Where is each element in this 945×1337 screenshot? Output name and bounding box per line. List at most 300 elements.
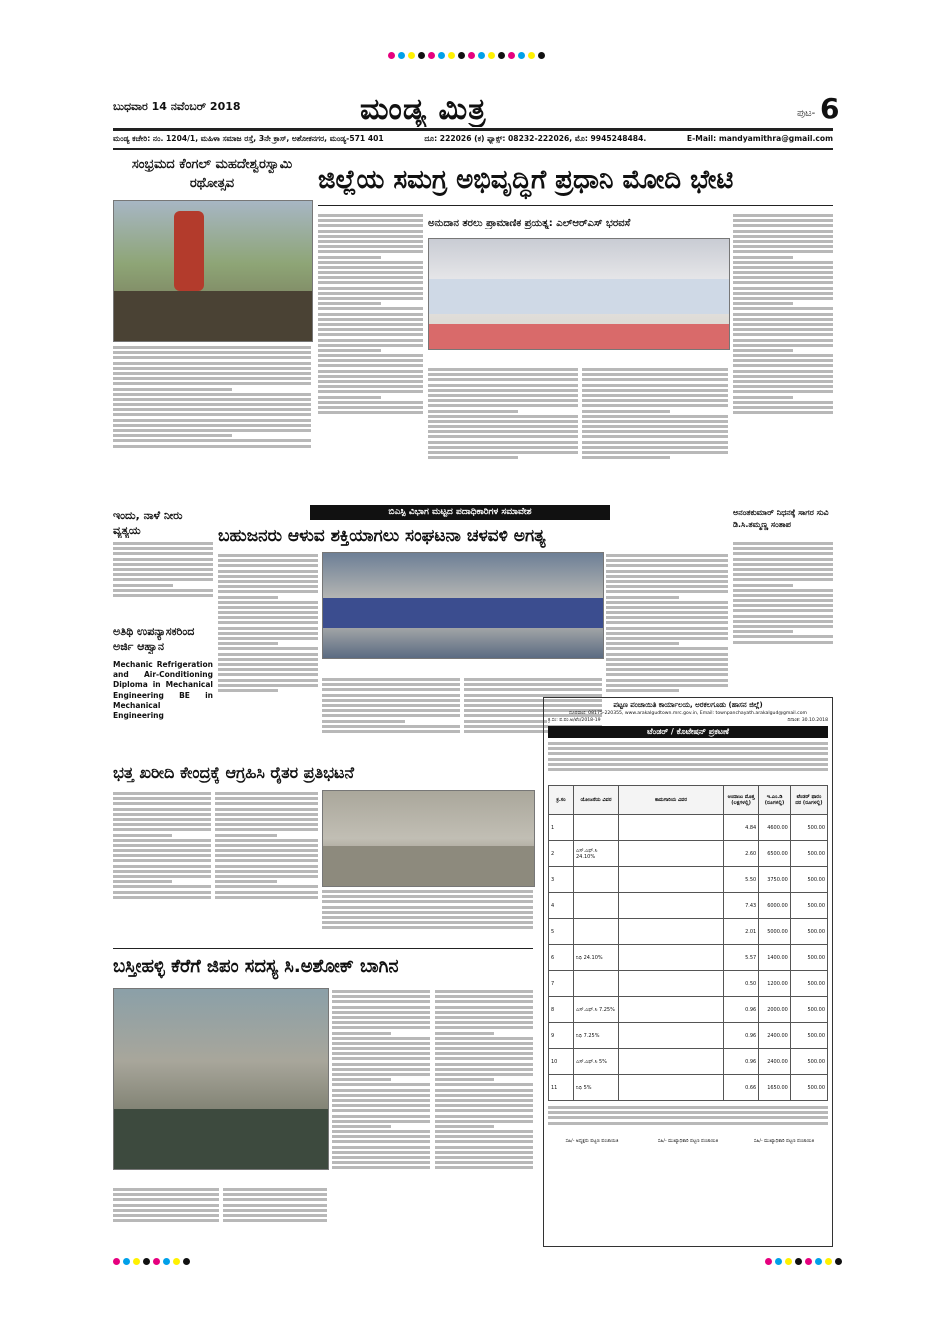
text-line — [318, 385, 423, 388]
masthead-rule-1 — [113, 128, 833, 131]
text-line — [113, 839, 211, 842]
page-number: 6 — [820, 92, 840, 125]
text-line — [332, 1037, 430, 1040]
text-line — [113, 552, 213, 555]
page-label: ಪುಟ- — [797, 108, 816, 119]
text-line — [318, 230, 423, 233]
table-cell: 1 — [549, 815, 574, 841]
guest-headline: ಅತಿಥಿ ಉಪನ್ಯಾಸಕರಿಂದ ಅರ್ಜಿ ಆಹ್ವಾನ — [113, 625, 195, 653]
office-email: E-Mail: mandyamithra@gmail.com — [686, 134, 833, 143]
text-line — [606, 616, 728, 619]
text-line — [332, 1047, 430, 1050]
text-line — [548, 758, 828, 761]
text-line — [113, 563, 213, 566]
table-cell — [619, 893, 724, 919]
text-line — [223, 1214, 327, 1217]
table-cell — [574, 919, 619, 945]
text-line — [582, 368, 728, 371]
text-line — [435, 1099, 533, 1102]
paddy-body-col2 — [215, 790, 318, 945]
text-line — [435, 1120, 533, 1123]
text-line — [582, 420, 728, 423]
text-line — [733, 354, 833, 357]
text-line — [435, 1032, 494, 1035]
modi-body-col2 — [428, 366, 578, 496]
text-line — [733, 589, 833, 592]
table-cell: 2000.00 — [759, 997, 791, 1023]
office-address: ಮಂಡ್ಯ ಕಚೇರಿ: ನಂ. 1204/1, ಮಹಿಳಾ ಸಮಾಜ ರಸ್ತೆ, 3ನೇ ಕ್ರಾಸ್, ಅಶೋಕನಗರ, ಮಂಡ್ಯ-571 401 — [113, 134, 384, 143]
text-line — [435, 1000, 533, 1003]
text-line — [113, 578, 213, 581]
text-line — [435, 1037, 533, 1040]
text-line — [733, 256, 793, 259]
text-line — [435, 1166, 533, 1169]
text-line — [332, 1166, 430, 1169]
text-line — [582, 394, 728, 397]
text-line — [332, 1125, 391, 1128]
text-line — [606, 601, 728, 604]
text-line — [113, 818, 211, 821]
text-line — [318, 214, 423, 217]
rathotsava-body — [113, 344, 311, 494]
text-line — [332, 1016, 430, 1019]
text-line — [435, 990, 533, 993]
text-line — [218, 590, 318, 593]
text-line — [218, 570, 318, 573]
text-line — [113, 1214, 219, 1217]
text-line — [318, 297, 423, 300]
text-line — [435, 1026, 533, 1029]
table-row — [549, 1049, 828, 1075]
table-cell: 500.00 — [790, 971, 827, 997]
text-line — [113, 573, 213, 576]
table-cell — [619, 919, 724, 945]
text-line — [318, 292, 423, 295]
table-cell: ನಿಧಿ 7.25% — [574, 1023, 619, 1049]
text-line — [733, 250, 833, 253]
table-cell: 0.96 — [724, 1049, 759, 1075]
text-line — [113, 439, 311, 442]
text-line — [113, 880, 172, 883]
text-line — [223, 1188, 327, 1191]
paddy-body-col1 — [113, 790, 211, 945]
bagina-body-col4 — [223, 1186, 327, 1243]
text-line — [218, 621, 318, 624]
text-line — [733, 558, 833, 561]
bagina-photo — [113, 988, 329, 1170]
text-line — [332, 1146, 430, 1149]
text-line — [606, 637, 728, 640]
text-line — [733, 349, 793, 352]
thathana-body — [733, 540, 833, 690]
water-body — [113, 540, 213, 620]
text-line — [218, 679, 318, 682]
table-cell: 0.66 — [724, 1075, 759, 1101]
registration-dots-bottom-left — [113, 1258, 190, 1265]
text-line — [606, 606, 728, 609]
text-line — [218, 585, 318, 588]
text-line — [332, 1151, 430, 1154]
text-line — [733, 287, 833, 290]
text-line — [218, 658, 318, 661]
text-line — [218, 689, 278, 692]
text-line — [218, 575, 318, 578]
table-cell: 7 — [549, 971, 574, 997]
text-line — [733, 276, 833, 279]
text-line — [113, 834, 172, 837]
text-line — [332, 1052, 430, 1055]
tender-notes — [548, 1104, 828, 1134]
text-line — [318, 224, 423, 227]
text-line — [606, 570, 728, 573]
text-line — [428, 456, 518, 459]
paddy-headline: ಭತ್ತ ಖರೀದಿ ಕೇಂದ್ರಕ್ಕೆ ಆಗ್ರಹಿಸಿ ರೈತರ ಪ್ರತಿಭಟನೆ — [113, 763, 355, 782]
masthead-logo: ಮಂಡ್ಯ ಮಿತ್ರ — [360, 92, 487, 127]
text-line — [606, 559, 728, 562]
tender-header-row — [549, 786, 828, 815]
text-line — [435, 1016, 533, 1019]
modi-body-col3 — [582, 366, 728, 496]
text-line — [733, 375, 833, 378]
text-line — [322, 720, 405, 723]
text-line — [428, 425, 578, 428]
text-line — [548, 1106, 828, 1109]
text-line — [428, 441, 578, 444]
text-line — [113, 424, 311, 427]
text-line — [733, 406, 833, 409]
rathotsava-photo — [113, 200, 313, 342]
table-cell: 5000.00 — [759, 919, 791, 945]
table-cell: ಎಸ್.ಎಫ್.ಸಿ 24.10% — [574, 841, 619, 867]
bahujana-body-col1 — [218, 552, 318, 752]
table-cell: 5.57 — [724, 945, 759, 971]
text-line — [332, 1073, 430, 1076]
tender-office: ಪಟ್ಟಣ ಪಂಚಾಯಿತಿ ಕಾರ್ಯಾಲಯ, ಅರಕಲಗೂಡು (ಹಾಸನ ಜಿಲ್ಲೆ) — [613, 701, 763, 709]
text-line — [113, 859, 211, 862]
text-line — [733, 594, 833, 597]
text-line — [322, 709, 460, 712]
text-line — [113, 413, 311, 416]
text-line — [113, 356, 311, 359]
text-line — [318, 344, 423, 347]
text-line — [218, 601, 318, 604]
modi-body-col4 — [733, 212, 833, 497]
table-cell: 6000.00 — [759, 893, 791, 919]
table-cell: 2 — [549, 841, 574, 867]
table-cell — [619, 1075, 724, 1101]
modi-headline: ಜಿಲ್ಲೆಯ ಸಮಗ್ರ ಅಭಿವೃದ್ಧಿಗೆ ಪ್ರಧಾನಿ ಮೋದಿ ಭೇಟಿ — [318, 165, 734, 195]
signature-officer-2: ಸಹಿ/- ಮುಖ್ಯಾಧಿಕಾರಿ ಪಟ್ಟಣ ಪಂಚಾಯಿತಿ — [753, 1139, 815, 1144]
text-line — [318, 240, 423, 243]
text-line — [428, 451, 578, 454]
text-line — [548, 1116, 828, 1119]
text-line — [582, 435, 728, 438]
text-line — [113, 896, 211, 899]
tender-intro — [548, 740, 828, 785]
tender-date: ದಿನಾಂಕ: 30.10.2018 — [787, 718, 828, 723]
text-line — [733, 261, 833, 264]
text-line — [435, 1135, 533, 1138]
table-cell: 3 — [549, 867, 574, 893]
table-row — [549, 893, 828, 919]
text-line — [548, 752, 828, 755]
text-line — [318, 235, 423, 238]
text-line — [113, 885, 211, 888]
table-cell — [619, 1023, 724, 1049]
table-cell — [619, 971, 724, 997]
text-line — [215, 891, 318, 894]
guest-body — [113, 660, 213, 755]
table-cell: 0.96 — [724, 997, 759, 1023]
masthead-date: ಬುಧವಾರ 14 ನವೆಂಬರ್ 2018 — [113, 100, 241, 113]
table-cell: 8 — [549, 997, 574, 1023]
text-line — [548, 747, 828, 750]
text-line — [113, 808, 211, 811]
text-line — [322, 683, 460, 686]
text-line — [606, 647, 728, 650]
table-row — [549, 919, 828, 945]
text-line — [215, 792, 318, 795]
table-cell — [619, 841, 724, 867]
text-line — [332, 995, 430, 998]
text-line — [318, 256, 381, 259]
text-line — [582, 404, 728, 407]
text-line — [733, 625, 833, 628]
table-cell: 4.84 — [724, 815, 759, 841]
text-line — [733, 323, 833, 326]
table-cell: ನಿಧಿ 5% — [574, 1075, 619, 1101]
text-line — [223, 1204, 327, 1207]
text-line — [318, 411, 423, 414]
text-line — [218, 606, 318, 609]
text-line — [733, 615, 833, 618]
text-line — [113, 797, 211, 800]
text-line — [332, 1130, 430, 1133]
text-line — [332, 1156, 430, 1159]
text-line — [113, 362, 311, 365]
text-line — [318, 406, 423, 409]
text-line — [464, 683, 602, 686]
text-line — [218, 684, 318, 687]
text-line — [582, 430, 728, 433]
text-line — [582, 378, 728, 381]
text-line — [733, 599, 833, 602]
text-line — [318, 370, 423, 373]
text-line — [223, 1209, 327, 1212]
text-line — [113, 844, 211, 847]
tender-title: ಟೆಂಡರ್ / ಕೊಟೇಷನ್ ಪ್ರಕಟಣೆ — [548, 726, 828, 738]
text-line — [318, 354, 423, 357]
table-cell: 500.00 — [790, 997, 827, 1023]
col-estimate: ಅಂದಾಜು ಮೊತ್ತ (ಲಕ್ಷಗಳಲ್ಲಿ) — [724, 786, 759, 815]
text-line — [582, 456, 670, 459]
text-line — [218, 559, 318, 562]
table-cell: 3750.00 — [759, 867, 791, 893]
text-line — [113, 393, 311, 396]
text-line — [318, 266, 423, 269]
text-line — [218, 642, 278, 645]
text-line — [733, 396, 793, 399]
text-line — [733, 339, 833, 342]
modi-subhead: ಅನುದಾನ ತರಲು ಪ್ರಾಮಾಣಿಕ ಪ್ರಯತ್ನ: ಎಲ್‌ಆರ್‌ಎಸ್ ಭರವಸೆ — [428, 218, 631, 229]
text-line — [215, 823, 318, 826]
modi-body-col1 — [318, 212, 423, 497]
text-line — [606, 585, 728, 588]
text-line — [113, 547, 213, 550]
text-line — [332, 1032, 391, 1035]
text-line — [606, 658, 728, 661]
text-line — [733, 401, 833, 404]
text-line — [606, 632, 728, 635]
text-line — [215, 802, 318, 805]
text-line — [733, 245, 833, 248]
text-line — [435, 1161, 533, 1164]
text-line — [435, 1146, 533, 1149]
text-line — [548, 742, 828, 745]
text-line — [215, 834, 277, 837]
table-cell: 1200.00 — [759, 971, 791, 997]
text-line — [113, 1204, 219, 1207]
text-line — [428, 399, 578, 402]
thathana-headline: ಅನಂತಕುಮಾರ್ ನಿಧನಕ್ಕೆ ಸಾಗರ ಸುವಿ ಡಿ.ಸಿ.ತಮ್ಮಣ್ಣ ಸಂತಾಪ — [733, 508, 829, 529]
table-cell: ನಿಧಿ 24.10% — [574, 945, 619, 971]
text-line — [435, 1042, 533, 1045]
text-line — [435, 1115, 533, 1118]
table-cell: 500.00 — [790, 815, 827, 841]
text-line — [322, 678, 460, 681]
text-line — [218, 637, 318, 640]
text-line — [548, 763, 828, 766]
text-line — [113, 870, 211, 873]
text-line — [318, 245, 423, 248]
text-line — [733, 271, 833, 274]
text-line — [733, 547, 833, 550]
text-line — [435, 1057, 533, 1060]
text-line — [428, 378, 578, 381]
bahujana-photo-caption — [322, 659, 602, 673]
text-line — [113, 408, 311, 411]
table-cell: 500.00 — [790, 841, 827, 867]
col-work: ಕಾಮಗಾರಿಯ ವಿವರ — [619, 786, 724, 815]
text-line — [606, 684, 728, 687]
text-line — [113, 854, 211, 857]
text-line — [428, 430, 578, 433]
office-phone: ದೂ: 222026 (ಕ) ಫ್ಯಾಕ್ಸ್: 08232-222026, ಮೊ: 9945248484. — [424, 134, 647, 143]
text-line — [215, 859, 318, 862]
text-line — [428, 389, 578, 392]
text-line — [733, 542, 833, 545]
text-line — [215, 896, 318, 899]
text-line — [113, 891, 211, 894]
bagina-body-col3 — [113, 1186, 219, 1243]
text-line — [113, 875, 211, 878]
text-line — [215, 870, 318, 873]
text-line — [428, 368, 578, 371]
text-line — [223, 1198, 327, 1201]
table-cell: 9 — [549, 1023, 574, 1049]
text-line — [435, 1104, 533, 1107]
text-line — [218, 580, 318, 583]
text-line — [318, 401, 423, 404]
table-cell: 10 — [549, 1049, 574, 1075]
text-line — [322, 725, 460, 728]
text-line — [428, 435, 578, 438]
table-cell — [574, 867, 619, 893]
modi-photo-caption — [428, 350, 728, 364]
text-line — [606, 575, 728, 578]
text-line — [215, 844, 318, 847]
text-line — [582, 446, 728, 449]
text-line — [435, 1094, 533, 1097]
text-line — [318, 333, 423, 336]
text-line — [733, 230, 833, 233]
table-row — [549, 1075, 828, 1101]
text-line — [733, 620, 833, 623]
text-line — [218, 611, 318, 614]
text-line — [318, 364, 423, 367]
text-line — [318, 276, 423, 279]
tender-notice — [543, 697, 833, 1247]
text-line — [332, 1083, 430, 1086]
text-line — [332, 1006, 430, 1009]
text-line — [113, 429, 311, 432]
text-line — [332, 1078, 391, 1081]
text-line — [548, 1111, 828, 1114]
text-line — [113, 865, 211, 868]
text-line — [464, 720, 547, 723]
text-line — [113, 828, 211, 831]
bagina-photo-caption — [113, 1170, 327, 1182]
text-line — [435, 1063, 533, 1066]
table-cell: 4 — [549, 893, 574, 919]
text-line — [113, 1219, 219, 1222]
text-line — [733, 224, 833, 227]
text-line — [318, 281, 423, 284]
text-line — [215, 839, 318, 842]
table-row — [549, 945, 828, 971]
table-cell: 6 — [549, 945, 574, 971]
text-line — [435, 1156, 533, 1159]
table-cell: 500.00 — [790, 867, 827, 893]
text-line — [223, 1193, 327, 1196]
text-line — [322, 906, 533, 909]
text-line — [113, 594, 213, 597]
text-line — [332, 1135, 430, 1138]
text-line — [733, 235, 833, 238]
text-line — [733, 609, 833, 612]
text-line — [606, 621, 728, 624]
text-line — [322, 921, 533, 924]
text-line — [435, 1021, 533, 1024]
text-line — [733, 604, 833, 607]
text-line — [332, 1057, 430, 1060]
text-line — [548, 768, 828, 771]
text-line — [113, 1198, 219, 1201]
table-cell: 5.50 — [724, 867, 759, 893]
text-line — [733, 390, 833, 393]
text-line — [113, 813, 211, 816]
text-line — [113, 802, 211, 805]
text-line — [113, 419, 311, 422]
text-line — [113, 367, 311, 370]
text-line — [218, 653, 318, 656]
text-line — [733, 380, 833, 383]
text-line — [322, 714, 460, 717]
text-line — [215, 875, 318, 878]
text-line — [332, 1161, 430, 1164]
text-line — [733, 578, 833, 581]
text-line — [435, 1125, 494, 1128]
